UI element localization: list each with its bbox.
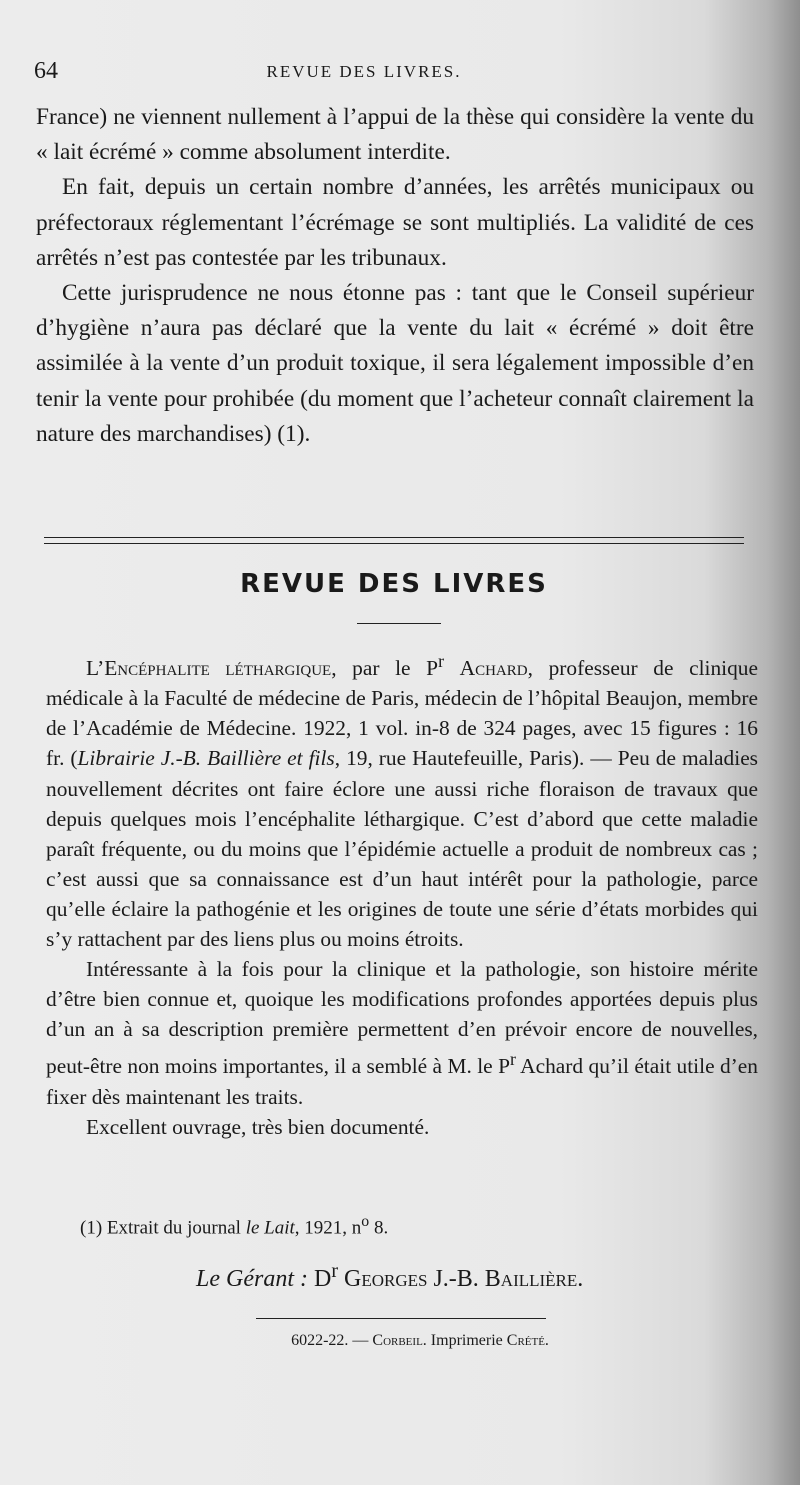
imprint-city: Corbeil [372,1332,423,1349]
signature-name: Georges J.-B. Baillière. [338,1266,584,1292]
paragraph: En fait, depuis un certain nombre d’années, les arrêtés municipaux ou préfectoraux réglementant l’écrémage se sont multipliés. La validité de ces arrêtés n’est pas contestée par les tribunaux. [36,174,754,271]
section-rule-top [44,537,744,538]
signature-title: D [307,1266,332,1292]
footnote-text: , 1921, n [294,1217,362,1239]
review-by: , par le P [331,656,439,681]
review-details: , professeur de clinique médicale à la Faculté de médecine de Paris, médecin de l’hôpital Beaujon, membre de l’Académie de Médecine. 1922, 1 vol. in-8 de 324 pages, avec 15 figures : 16 fr. ( [46,656,758,771]
review-text: Achard qu’il était utile d’en fixer dès maintenant les traits. [46,1054,758,1109]
continued-article [36,100,754,452]
footnote-superscript: o [361,1213,370,1230]
review-text: , 19, rue Hautefeuille, Paris). — Peu de maladies nouvellement décrites ont faire éclore une aussi riche floraison de travaux que depuis quelques mois l’encéphalite léthargique. C’est d’abord que cette maladie paraît fréquente, ou du moins que l’épidémie actuelle a produit de nombreux cas ; c’est aussi que sa connaissance est d’un haut intérêt pour la pathologie, parce qu’elle éclaire la pathogénie et les origines de toute une série d’états morbides qui s’y rattachent par des liens plus ou moins étroits. [46,746,759,951]
footnote-journal: le Lait [245,1217,295,1239]
book-title: L’Encéphalite léthargique [86,656,332,681]
imprint-code: 6022-22. — [291,1332,373,1349]
section-heading: REVUE DES LIVRES [240,569,548,599]
imprint-printer: Crété. [506,1332,549,1349]
review-author: Achard [459,656,528,681]
signature-label: Le Gérant : [196,1266,308,1292]
heading-underline [357,623,441,624]
signature-superscript: r [331,1260,338,1282]
signature [196,1260,583,1293]
section-rule-bottom [44,543,744,544]
review-paragraph [46,646,758,954]
paragraph: France) ne viennent nullement à l’appui de la thèse qui considère la vente du « lait écrémé » comme absolument interdite. [36,104,754,166]
signature-rule [256,1318,546,1319]
prof-superscript: r [509,1049,516,1070]
footnote-number: 8. [369,1217,389,1239]
footnote [80,1213,388,1239]
review-paragraph: Excellent ouvrage, très bien documenté. [86,1114,430,1139]
imprint [200,1332,640,1350]
book-review [46,646,758,1142]
review-text: Intéressante à la fois pour la clinique et la pathologie, son histoire mérite d’être bien connue et, quoique les modifications profondes apportées depuis plus d’un an à sa description première permettent d’en prévoir encore de nouvelles, peut-être non moins importantes, il a semblé à M. le P [46,957,758,1079]
paragraph: Cette jurisprudence ne nous étonne pas : tant que le Conseil supérieur d’hygiène n’aura pas déclaré que la vente du lait « écrémé » doit être assimilée à la vente d’un produit toxique, il sera légalement impossible d’en tenir la vente pour prohibée (du moment que l’acheteur connaît clairement la nature des marchandises) (1). [36,280,754,447]
imprint-text: . Imprimerie [422,1332,507,1349]
review-paragraph [46,954,758,1112]
review-publisher: Librairie J.-B. Baillière et fils [77,746,335,771]
running-title: REVUE DES LIVRES. [266,62,462,81]
prof-superscript: r [438,651,445,671]
page-number: 64 [34,58,58,84]
footnote-text: Extrait du journal [102,1217,246,1239]
running-head [34,58,754,92]
footnote-marker: (1) [80,1217,103,1239]
